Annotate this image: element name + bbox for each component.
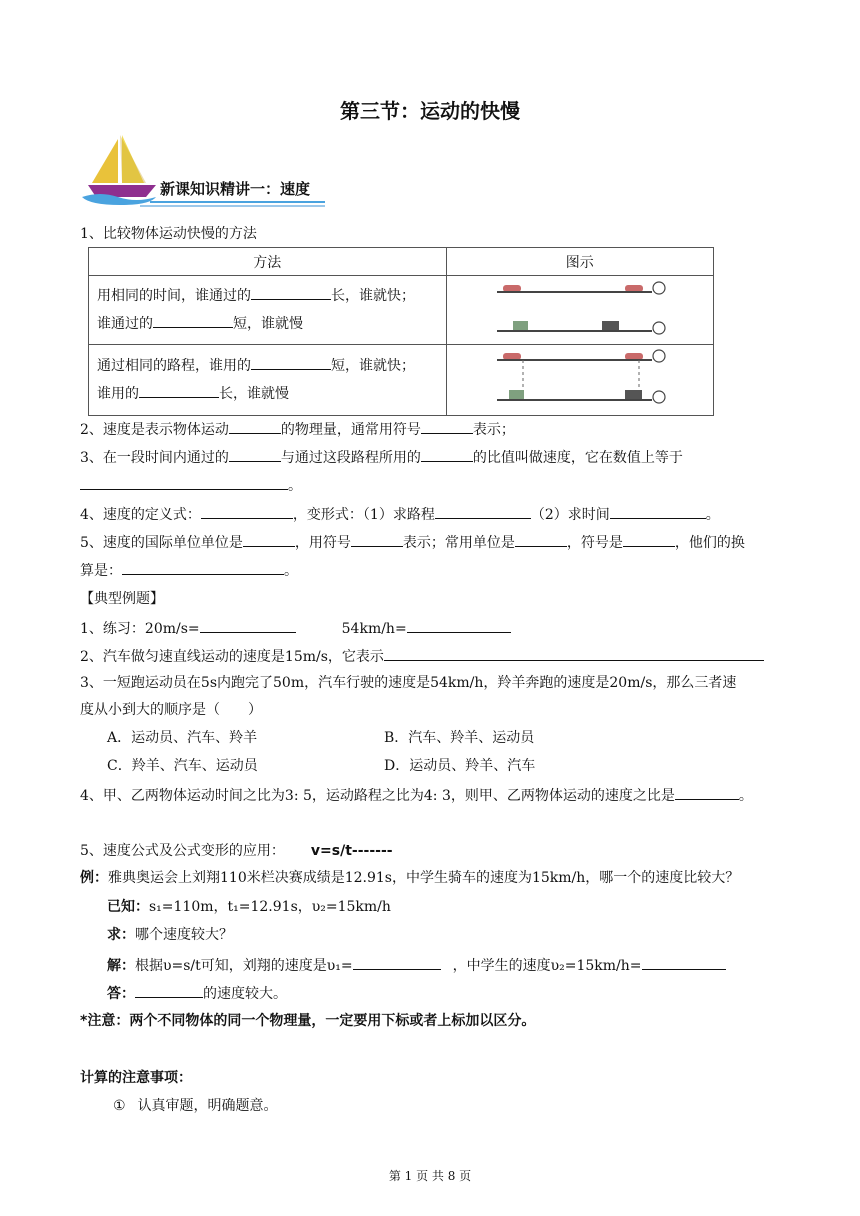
method-text: 谁用的 [97, 386, 139, 402]
option-a[interactable]: A．运动员、汽车、羚羊 [107, 730, 258, 746]
method-cell [89, 276, 447, 345]
answer-line: 答： 的速度较大。 [107, 982, 287, 1004]
answer-blank[interactable] [384, 645, 764, 661]
method-cell [89, 345, 447, 416]
item-text: 认真审题，明确题意。 [137, 1098, 278, 1114]
example-5: 5、速度公式及公式变形的应用： v=s/t------- [80, 843, 393, 859]
option-b[interactable]: B．汽车、羚羊、运动员 [384, 730, 535, 746]
answer-blank[interactable] [139, 382, 219, 398]
answer-blank[interactable] [201, 503, 293, 519]
diagram-cell [446, 345, 713, 416]
same-distance-diagram [447, 345, 713, 411]
question-1-heading: 1、比较物体运动快慢的方法 [80, 226, 257, 242]
example-3-line2: 度从小到大的顺序是（ ） [80, 702, 262, 718]
examples-heading: 【典型例题】 [80, 591, 164, 607]
answer-blank[interactable] [623, 531, 675, 547]
question-2: 2、速度是表示物体运动 的物理量，通常用符号 表示； [80, 418, 515, 440]
page-footer: 第 1 页 共 8 页 [388, 1169, 472, 1183]
method-text: 长，谁就快； [331, 288, 415, 304]
example-2: 2、汽车做匀速直线运动的速度是15m/s，它表示 [80, 645, 764, 667]
table-row [89, 276, 714, 345]
answer-blank[interactable] [200, 617, 296, 633]
question-3: 3、在一段时间内通过的 与通过这段路程所用的 的比值叫做速度，它在数值上等于 [80, 446, 683, 468]
option-c[interactable]: C．羚羊、汽车、运动员 [107, 758, 258, 774]
answer-blank[interactable] [122, 559, 284, 575]
answer-blank[interactable] [229, 418, 281, 434]
answer-blank[interactable] [515, 531, 567, 547]
method-text: 用相同的时间，谁通过的 [97, 288, 251, 304]
methods-table [88, 247, 714, 416]
note: *注意：两个不同物体的同一个物理量，一定要用下标或者上标加以区分。 [80, 1013, 536, 1029]
method-text: 短，谁就慢 [233, 316, 303, 332]
answer-blank[interactable] [80, 474, 288, 490]
table-row [89, 345, 714, 416]
example-1: 1、练习：20m/s= 54km/h= [80, 617, 511, 639]
question-3-cont: 。 [80, 474, 302, 496]
table-header-row [89, 248, 714, 276]
answer-blank[interactable] [251, 354, 331, 370]
calc-heading: 计算的注意事项： [80, 1070, 192, 1086]
answer-blank[interactable] [642, 954, 726, 970]
answer-blank[interactable] [435, 503, 531, 519]
section-heading: 新课知识精讲一：速度 [160, 180, 311, 198]
calc-item [113, 1096, 278, 1116]
answer-blank[interactable] [421, 446, 473, 462]
option-d[interactable]: D．运动员、羚羊、汽车 [384, 758, 536, 774]
solve-line: 解：根据υ=s/t可知，刘翔的速度是υ₁= ，中学生的速度υ₂=15km/h= [107, 954, 726, 976]
item-number: ① [113, 1098, 126, 1114]
answer-blank[interactable] [421, 418, 473, 434]
diagram-cell [446, 276, 713, 345]
answer-blank[interactable] [251, 284, 331, 300]
same-time-diagram [447, 276, 713, 340]
example-4: 4、甲、乙两物体运动时间之比为3: 5，运动路程之比为4: 3，则甲、乙两物体运动的速度之比是 。 [80, 784, 753, 806]
table-header-diagram: 图示 [446, 248, 713, 276]
known-line: 已知：s₁=110m，t₁=12.91s，υ₂=15km/h [107, 899, 391, 915]
answer-blank[interactable] [675, 784, 739, 800]
question-5: 5、速度的国际单位单位是 ，用符号 表示；常用单位是 ，符号是 ，他们的换 [80, 531, 745, 553]
method-text: 通过相同的路程，谁用的 [97, 358, 251, 374]
answer-blank[interactable] [243, 531, 295, 547]
answer-blank[interactable] [229, 446, 281, 462]
worked-example: 例：雅典奥运会上刘翔110米栏决赛成绩是12.91s，中学生骑车的速度为15km/h，哪一个的速度比较大？ [80, 870, 740, 886]
table-header-method: 方法 [89, 248, 447, 276]
question-4: 4、速度的定义式： ，变形式：（1）求路程 （2）求时间 。 [80, 503, 720, 525]
question-5-cont: 算是： 。 [80, 559, 298, 581]
answer-blank[interactable] [135, 982, 203, 998]
method-text: 长，谁就慢 [219, 386, 289, 402]
answer-blank[interactable] [407, 617, 511, 633]
method-text: 短，谁就快； [331, 358, 415, 374]
answer-blank[interactable] [610, 503, 706, 519]
answer-blank[interactable] [153, 312, 233, 328]
page-title: 第三节：运动的快慢 [340, 99, 520, 123]
seek-line: 求：哪个速度较大？ [107, 927, 233, 943]
answer-blank[interactable] [351, 531, 403, 547]
example-3-line1: 3、一短跑运动员在5s内跑完了50m，汽车行驶的速度是54km/h，羚羊奔跑的速度是20m/s，那么三者速 [80, 675, 737, 691]
method-text: 谁通过的 [97, 316, 153, 332]
answer-blank[interactable] [353, 954, 441, 970]
